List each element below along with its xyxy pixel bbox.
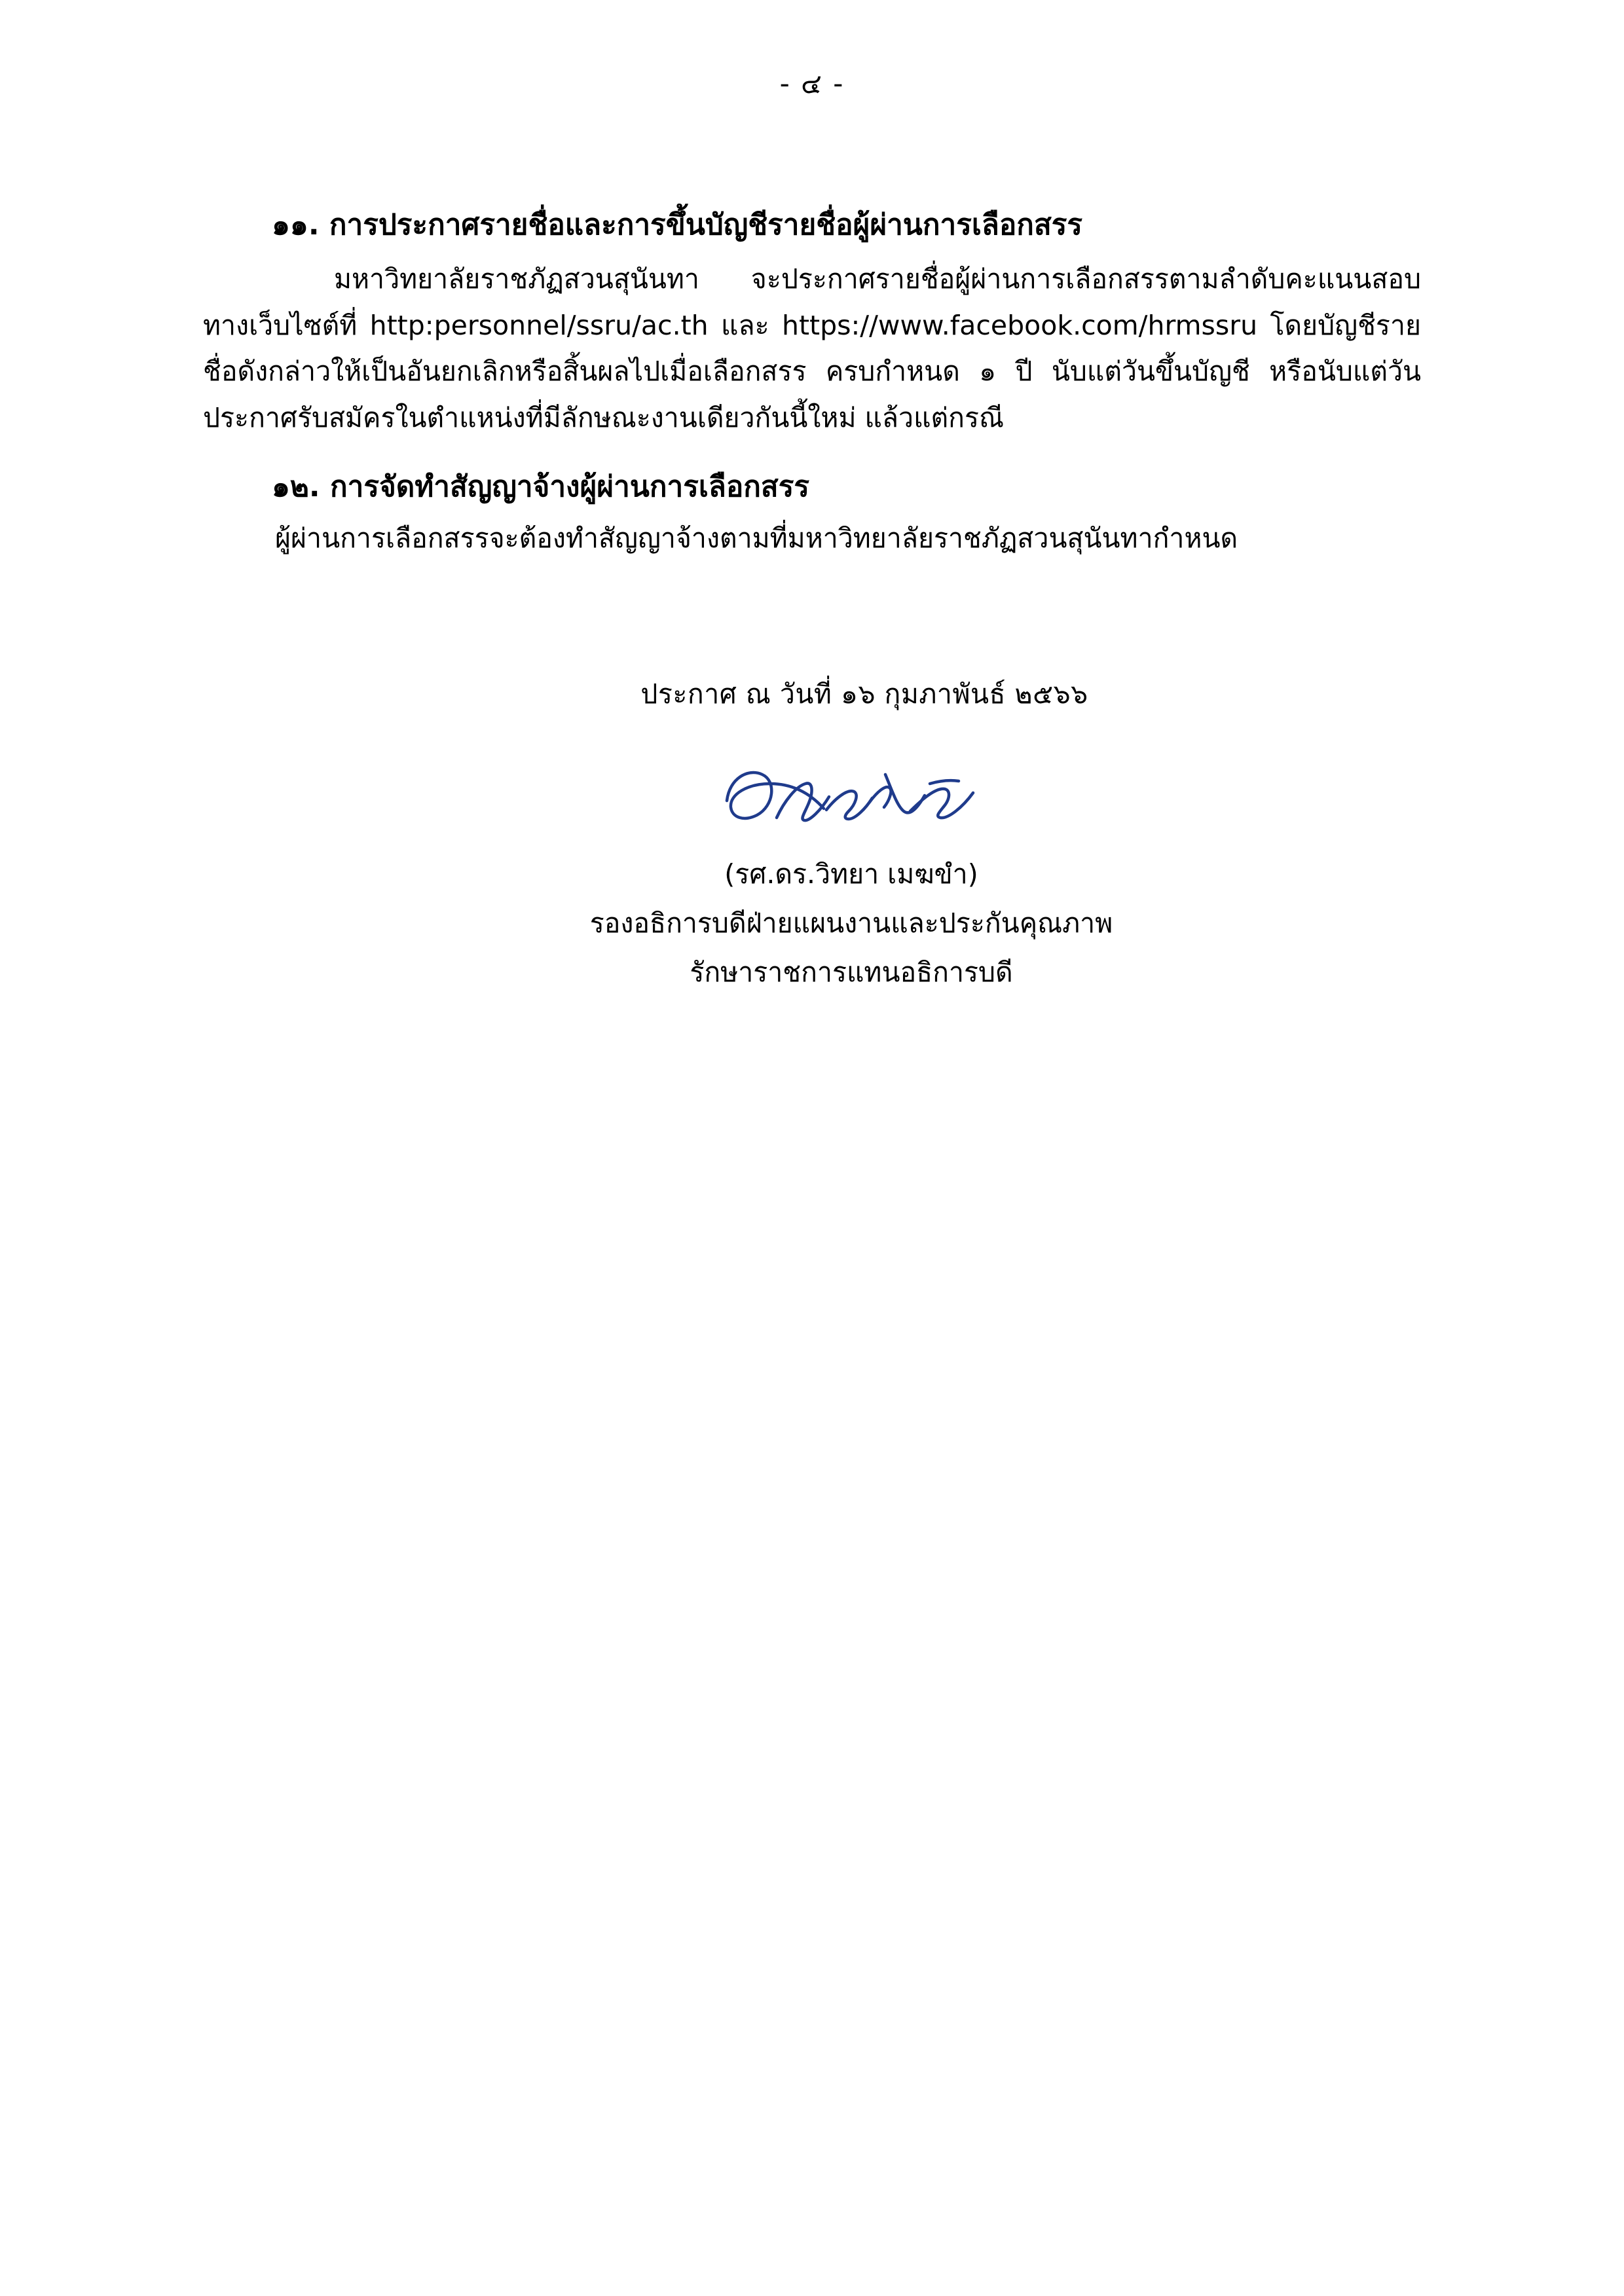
section-11-paragraph [203, 256, 1421, 441]
document-body [203, 105, 1421, 994]
signature-area [203, 755, 1421, 853]
signer-title-line-1: รองอธิการบดีฝ่ายแผนงานและประกันคุณภาพ [589, 907, 1113, 939]
section-11-heading: ๑๑. การประกาศรายชื่อและการขึ้นบัญชีรายชื่อผู้ผ่านการเลือกสรร [272, 208, 1083, 242]
signer-name: (รศ.ดร.วิทยา เมฆขำ) [724, 858, 978, 890]
section-12-heading: ๑๒. การจัดทำสัญญาจ้างผู้ผ่านการเลือกสรร [272, 470, 810, 504]
signer-title-line-2: รักษาราชการแทนอธิการบดี [690, 956, 1013, 988]
section-12-paragraph: ผู้ผ่านการเลือกสรรจะต้องทำสัญญาจ้างตามที่มหาวิทยาลัยราชภัฏสวนสุนันทากำหนด [275, 522, 1238, 555]
page-number: - ๔ - [779, 67, 845, 100]
section-11-paragraph-text: มหาวิทยาลัยราชภัฏสวนสุนันทา จะประกาศรายชื่อผู้ผ่านการเลือกสรรตามลำดับคะแนนสอบทางเว็บไซต์ที่ http:personnel/ssru/ac.th และ https://www.facebook.com/hrmssru โดยบัญชีรายชื่อดังกล่าวให้เป็นอันยกเลิกหรือสิ้นผลไปเมื่อเลือกสรร ครบกำหนด ๑ ปี นับแต่วันขึ้นบัญชี หรือนับแต่วันประกาศรับสมัครในตำแหน่งที่มีลักษณะงานเดียวกันนี้ใหม่ แล้วแต่กรณี [203, 263, 1421, 433]
announcement-date: ประกาศ ณ วันที่ ๑๖ กุมภาพันธ์ ๒๕๖๖ [640, 678, 1088, 710]
signature-block [203, 673, 1421, 994]
signature-image [714, 755, 989, 856]
